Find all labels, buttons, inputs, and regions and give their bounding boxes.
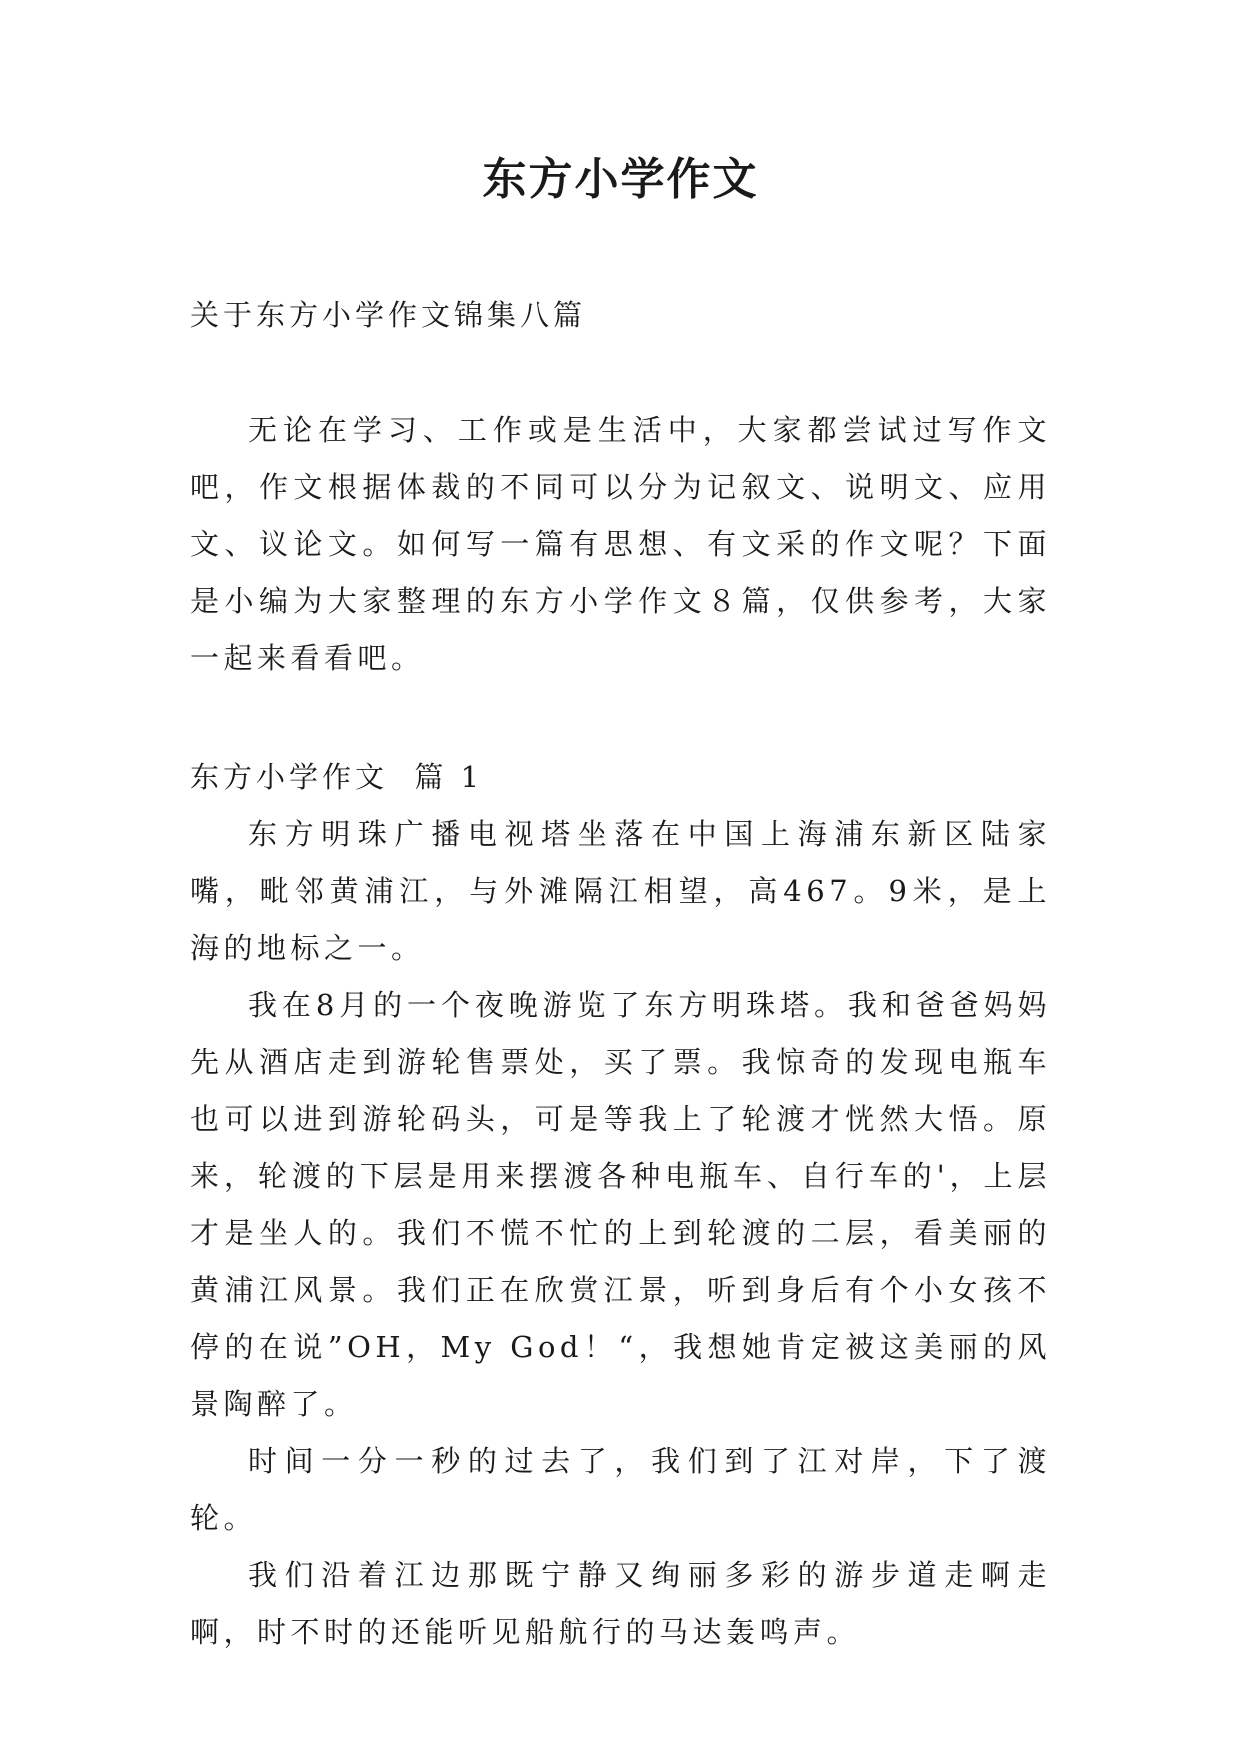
document-title: 东方小学作文 [482,154,759,205]
body-paragraph: 我们沿着江边那既宁静又绚丽多彩的游步道走啊走啊，时不时的还能听见船航行的马达轰鸣声。 [190,1558,1051,1649]
intro-paragraph: 无论在学习、工作或是生活中，大家都尝试过写作文吧，作文根据体裁的不同可以分为记叙文、说明文、应用文、议论文。如何写一篇有思想、有文采的作文呢？下面是小编为大家整理的东方小学作文８篇，仅供参考，大家一起来看看吧。 [190,413,1051,675]
body-paragraph: 我在8月的一个夜晚游览了东方明珠塔。我和爸爸妈妈先从酒店走到游轮售票处，买了票。我惊奇的发现电瓶车也可以进到游轮码头，可是等我上了轮渡才恍然大悟。原来，轮渡的下层是用来摆渡各种电瓶车、自行车的'，上层才是坐人的。我们不慌不忙的上到轮渡的二层，看美丽的黄浦江风景。我们正在欣赏江景，听到身后有个小女孩不停的在说”OH，My God！“，我想她肯定被这美丽的风景陶醉了。 [190,988,1051,1421]
section-heading: 东方小学作文 篇 1 [190,760,484,794]
document-subtitle: 关于东方小学作文锦集八篇 [190,298,587,332]
body-paragraph: 时间一分一秒的过去了，我们到了江对岸，下了渡轮。 [190,1444,1051,1535]
body-paragraph: 东方明珠广播电视塔坐落在中国上海浦东新区陆家嘴，毗邻黄浦江，与外滩隔江相望，高467。9米，是上海的地标之一。 [190,817,1051,965]
section-body [190,806,1051,1661]
